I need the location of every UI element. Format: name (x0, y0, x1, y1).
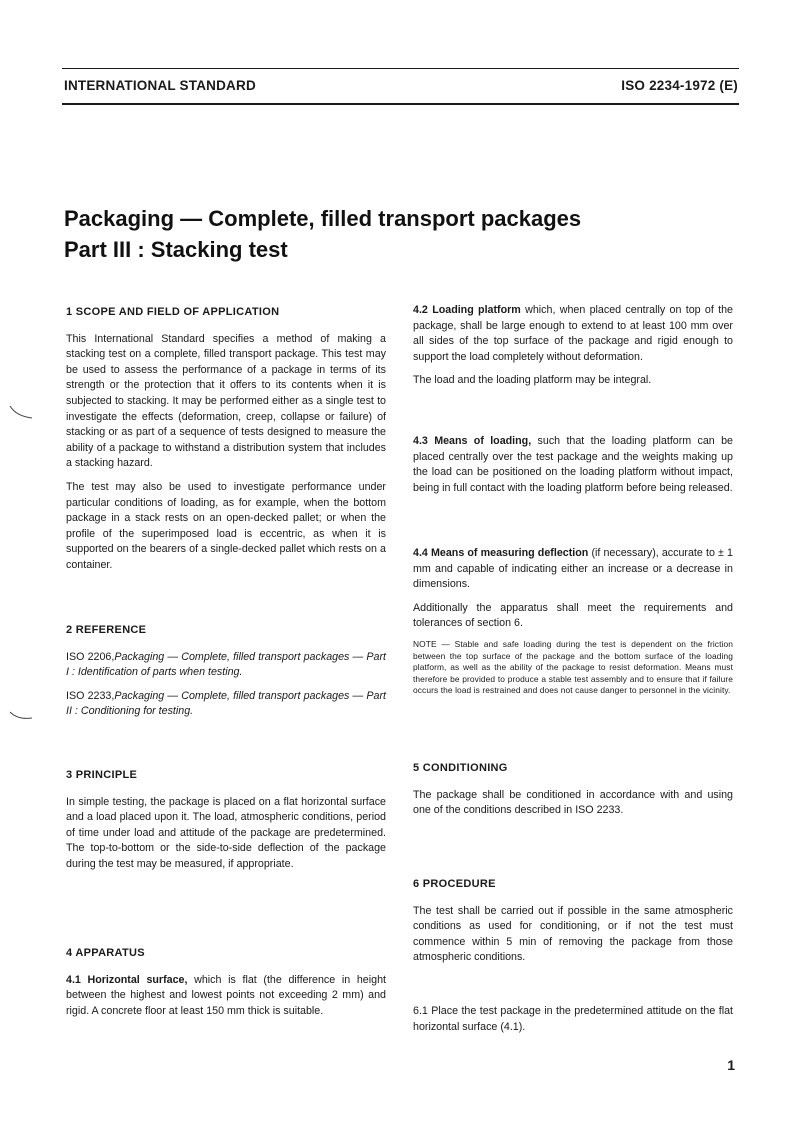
section-1-heading: 1 SCOPE AND FIELD OF APPLICATION (66, 306, 280, 318)
section-5-heading: 5 CONDITIONING (413, 762, 508, 774)
document-title (64, 203, 581, 265)
reference-2 (66, 689, 386, 720)
reference-1 (66, 650, 386, 681)
clause-4-3-block (413, 434, 733, 496)
clause-4-4 (413, 546, 733, 593)
header-top-rule (62, 68, 739, 69)
clause-6-1 (413, 1004, 733, 1035)
clause-4-2-paragraph-2: The load and the loading platform may be integral. (413, 374, 652, 387)
reference-2-title: Packaging — Complete, filled transport packages — Part II : Conditioning for testing. (66, 689, 386, 718)
title-line-2: Part III : Stacking test (64, 237, 288, 262)
section-5 (413, 761, 733, 819)
page-number: 1 (727, 1057, 735, 1073)
section-6-heading: 6 PROCEDURE (413, 878, 496, 890)
reference-1-title: Packaging — Complete, filled transport packages — Part I : Identification of parts when testing. (66, 650, 386, 679)
section-4 (66, 946, 386, 1019)
clause-4-4-number: 4.4 (413, 547, 428, 559)
section-3-paragraph-1: In simple testing, the package is placed on a flat horizontal surface and a load placed upon it. The load, atmospheric conditions, period of time under load and attitude of the package are predetermined. The top-to-bottom or the side-to-side deflection of the package during the test may be measured, if appropriate. (66, 795, 386, 870)
clause-4-4-text: (if necessary), accurate to ± 1 mm and capable of indicating either an increase or a decrease in dimensions. (413, 547, 733, 591)
section-6 (413, 877, 733, 966)
clause-4-2-term: Loading platform (432, 304, 521, 316)
section-5-paragraph-1: The package shall be conditioned in accordance with and using one of the conditions described in ISO 2233. (413, 788, 733, 817)
section-2 (66, 623, 386, 720)
section-3 (66, 768, 386, 873)
clause-4-1-text: which is flat (the difference in height between the highest and lowest points not exceeding 2 mm) and rigid. A concrete floor at least 150 mm thick is suitable. (66, 973, 386, 1017)
section-2-heading: 2 REFERENCE (66, 624, 147, 636)
clause-4-1-number: 4.1 (66, 973, 81, 986)
reference-1-number: ISO 2206, (66, 650, 115, 663)
clause-4-3-text: such that the loading platform can be placed centrally over the test package and the weights making up the load can be positioned on the loading platform without impact, being in full contact with the loading platform before being released. (413, 435, 733, 494)
clause-6-1-number: 6.1 (413, 1005, 428, 1017)
reference-2-number: ISO 2233, (66, 689, 115, 702)
section-1-paragraph-2: The test may also be used to investigate performance under particular conditions of loading, as for example, when the bottom package in a stack rests on an open-decked pallet; or when the profile of the superimposed load is eccentric, as when it is supported on the bearers of a single-decked pallet which rests on a container. (66, 480, 386, 571)
apparatus-additional-requirements: Additionally the apparatus shall meet the requirements and tolerances of section 6. (413, 601, 733, 630)
header-bottom-rule (62, 103, 739, 105)
title-line-1: Packaging — Complete, filled transport packages (64, 206, 582, 231)
clause-4-2-text: which, when placed centrally on top of the package, shall be large enough to extend to at least 100 mm over all sides of the top surface of the package and rigid enough to support the load completely without deformation. (413, 304, 733, 363)
clause-4-2 (413, 303, 733, 365)
section-4-heading: 4 APPARATUS (66, 947, 145, 959)
margin-mark-icon (8, 404, 34, 422)
clause-4-3 (413, 434, 733, 496)
clause-4-4-block (413, 546, 733, 697)
clause-4-1-term: Horizontal surface, (87, 973, 188, 986)
clause-4-1 (66, 973, 386, 1020)
section-1 (66, 305, 386, 574)
clause-6-1-block (413, 1004, 733, 1035)
clause-6-1-text: Place the test package in the predetermined attitude on the flat horizontal surface (4.1). (413, 1005, 733, 1033)
clause-4-2-block (413, 303, 733, 389)
section-1-paragraph-1: This International Standard specifies a method of making a stacking test on a complete, filled transport package. This test may be used to assess the performance of a package in terms of its strength or the protection that it offers to its contents when it is subjected to stacking. It may be performed either as a single test to investigate the effects (deformation, creep, collapse or failure) of stacking or as part of a sequence of tests designed to measure the ability of a package to withstand a distribution system that includes a stacking hazard. (66, 332, 386, 470)
margin-mark-icon (8, 706, 34, 724)
section-6-paragraph-1: The test shall be carried out if possible in the same atmospheric conditions as used for conditioning, or if not the test must commence within 5 min of removing the package from those atmospheric conditions. (413, 904, 733, 964)
section-3-heading: 3 PRINCIPLE (66, 769, 138, 781)
clause-4-2-number: 4.2 (413, 304, 428, 316)
document-type-label: INTERNATIONAL STANDARD (64, 78, 256, 93)
standard-number: ISO 2234-1972 (E) (621, 78, 738, 93)
clause-4-4-term: Means of measuring deflection (431, 547, 589, 559)
clause-4-3-term: Means of loading, (434, 435, 532, 447)
clause-4-3-number: 4.3 (413, 435, 428, 447)
apparatus-note: NOTE — Stable and safe loading during the test is dependent on the friction between the top surface of the package and the bottom surface of the loading platform, as well as the ability of the package to resist deformation. Means must therefore be provided to produce a stable test assembly and to ensure that if failure occurs the load is restrained and does not cause danger to personnel in the vicinity. (413, 638, 733, 696)
